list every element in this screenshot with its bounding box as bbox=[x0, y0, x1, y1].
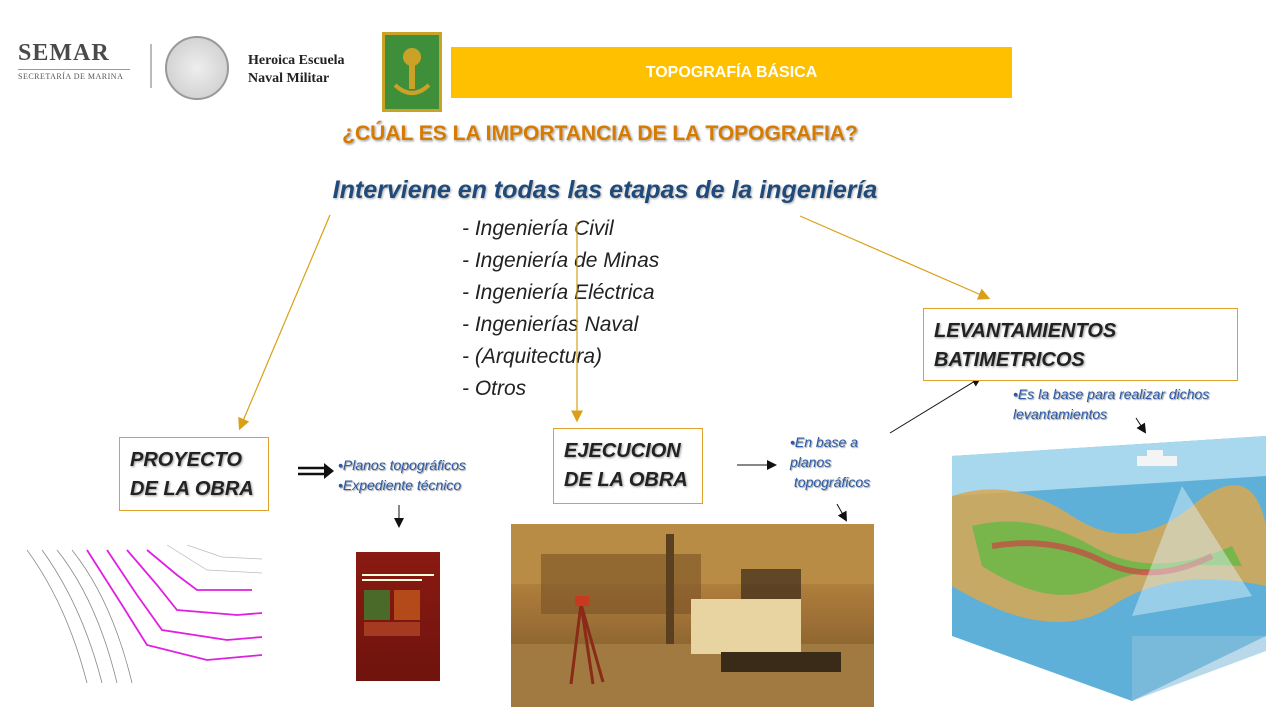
proyecto-label-line1: PROYECTO bbox=[130, 449, 242, 471]
en-base-line2: planos bbox=[790, 454, 832, 470]
es-base-line1: •Es la base para realizar dichos bbox=[1013, 386, 1210, 402]
levantamientos-label-line1: LEVANTAMIENTOS bbox=[934, 320, 1117, 342]
proyecto-box bbox=[119, 437, 269, 511]
banner-title: TOPOGRAFÍA BÁSICA bbox=[645, 64, 818, 81]
semar-subtitle: SECRETARÍA DE MARINA bbox=[18, 69, 130, 81]
intervene-heading: Interviene en todas las etapas de la ingeniería bbox=[332, 176, 878, 204]
ejecucion-box bbox=[553, 428, 703, 504]
levantamientos-label-line2: BATIMETRICOS bbox=[934, 349, 1085, 371]
construction-site-image bbox=[511, 524, 874, 707]
ejecucion-notes bbox=[790, 432, 870, 492]
list-item: - Otros bbox=[462, 377, 527, 400]
double-arrow-icon bbox=[298, 468, 326, 474]
topographic-contour-image bbox=[27, 545, 262, 683]
topography-book-image bbox=[356, 552, 440, 681]
ejecucion-label-line2: DE LA OBRA bbox=[564, 469, 688, 491]
list-item: - Ingenierías Naval bbox=[462, 313, 639, 336]
expediente-note: •Expediente técnico bbox=[338, 477, 462, 493]
list-item: - Ingeniería Eléctrica bbox=[462, 281, 655, 304]
arrow-to-proyecto bbox=[240, 215, 330, 428]
en-base-line1: •En base a bbox=[790, 434, 858, 450]
school-name-line2: Naval Militar bbox=[248, 71, 330, 86]
list-item: - (Arquitectura) bbox=[462, 345, 603, 368]
arrow-to-construction bbox=[837, 504, 846, 520]
proyecto-label-line2: DE LA OBRA bbox=[130, 478, 254, 500]
arrow-to-levantamientos-box bbox=[890, 378, 980, 433]
importance-question: ¿CÚAL ES LA IMPORTANCIA DE LA TOPOGRAFIA? bbox=[342, 122, 858, 145]
levantamientos-box bbox=[923, 308, 1238, 381]
list-item: - Ingeniería de Minas bbox=[462, 249, 660, 272]
en-base-line3: topográficos bbox=[790, 474, 871, 490]
ejecucion-label-line1: EJECUCION bbox=[564, 440, 681, 462]
semar-logo-text: SEMAR bbox=[18, 40, 110, 66]
proyecto-notes bbox=[338, 455, 466, 495]
book-cover-art bbox=[356, 552, 440, 574]
planos-note: •Planos topográficos bbox=[338, 457, 466, 473]
list-item: - Ingeniería Civil bbox=[462, 217, 614, 240]
levantamientos-notes bbox=[1013, 384, 1273, 424]
school-name-line1: Heroica Escuela bbox=[248, 53, 345, 68]
arrow-to-levantamientos bbox=[800, 216, 988, 298]
es-base-line2: levantamientos bbox=[1013, 406, 1108, 422]
bathymetric-survey-image bbox=[952, 436, 1266, 701]
